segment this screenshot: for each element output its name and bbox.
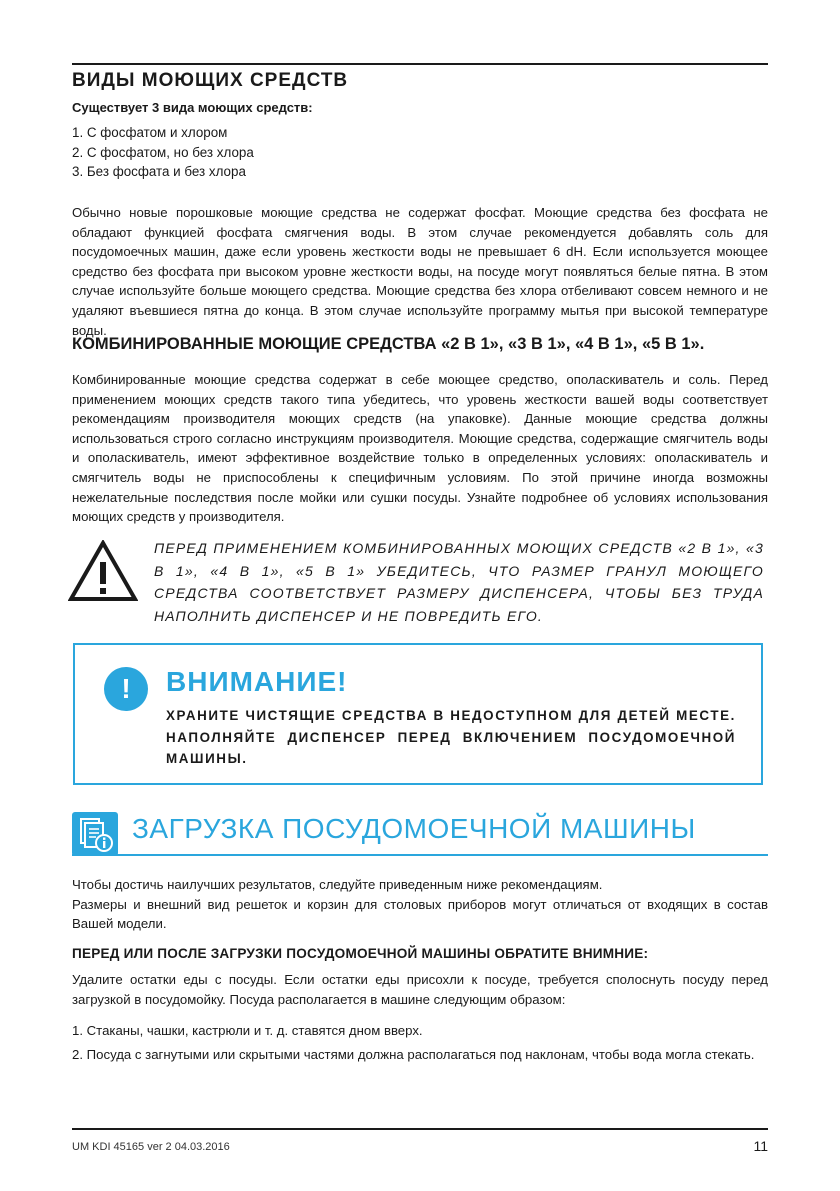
attention-title: ВНИМАНИЕ! <box>166 666 348 697</box>
warning-text: ПЕРЕД ПРИМЕНЕНИЕМ КОМБИНИРОВАННЫХ МОЮЩИХ СРЕДСТВ «2 В 1», «3 В 1», «4 В 1», «5 В 1» УБЕДИТЕСЬ, ЧТО РАЗМЕР ГРАНУЛ МОЮЩЕГО СРЕДСТВА СООТВЕТСТВУЕТ РАЗМЕРУ ДИСПЕНСЕРА, ЧТОБЫ БЕЗ ТРУДА НАПОЛНИТЬ ДИСПЕНСЕР И НЕ ПОВРЕДИТЬ ЕГО. <box>154 540 764 624</box>
warning-triangle-icon <box>68 540 138 602</box>
loading-intro-line2: Размеры и внешний вид решеток и корзин для столовых приборов могут отличаться от входящих в состав Вашей модели. <box>72 896 768 932</box>
detergent-types-list <box>72 123 254 182</box>
list-item: 1. С фосфатом и хлором <box>72 125 228 140</box>
top-rule <box>72 63 768 65</box>
list-item: 2. С фосфатом, но без хлора <box>72 144 254 160</box>
detergent-types-paragraph: Обычно новые порошковые моющие средства не содержат фосфат. Моющие средства без фосфата не обладают функцией фосфата смягчения воды. В этом случае рекомендуется добавлять соль для посудомоечных машин, даже если уровень жесткости воды не превышает 6 dH. Если используется моющее средство без фосфата при высоком уровне жесткости воды, на посуде могут появляться белые пятна. В этом случае используйте больше моющего средства. Моющие средства без хлора отбеливают совсем немного и не удаляют въевшиеся пятна до конца. В этом случае используйте программу мытья при высокой температуре воды. <box>72 205 768 338</box>
section-title-combined-detergents: КОМБИНИРОВАННЫЕ МОЮЩИЕ СРЕДСТВА «2 В 1», «3 В 1», «4 В 1», «5 В 1». <box>72 335 705 353</box>
list-item: 3. Без фосфата и без хлора <box>72 164 246 179</box>
attention-body: ХРАНИТЕ ЧИСТЯЩИЕ СРЕДСТВА В НЕДОСТУПНОМ ДЛЯ ДЕТЕЙ МЕСТЕ. НАПОЛНЯЙТЕ ДИСПЕНСЕР ПЕРЕД ВКЛЮЧЕНИЕМ ПОСУДОМОЕЧНОЙ МАШИНЫ. <box>166 708 736 767</box>
section-rule <box>72 854 768 856</box>
loading-item-1: 1. Стаканы, чашки, кастрюли и т. д. ставятся дном вверх. <box>72 1023 423 1038</box>
loading-paragraph: Удалите остатки еды с посуды. Если остатки еды присохли к посуде, требуется сполоснуть посуду перед загрузкой в посудомойку. Посуда располагается в машине следующим образом: <box>72 972 768 1007</box>
document-id: UM KDI 45165 ver 2 04.03.2016 <box>72 1141 230 1153</box>
loading-intro-line1: Чтобы достичь наилучших результатов, следуйте приведенным ниже рекомендациям. <box>72 877 603 892</box>
detergent-types-subtitle: Существует 3 вида моющих средств: <box>72 100 313 115</box>
section-title-detergent-types: ВИДЫ МОЮЩИХ СРЕДСТВ <box>72 70 349 91</box>
loading-subheading: ПЕРЕД ИЛИ ПОСЛЕ ЗАГРУЗКИ ПОСУДОМОЕЧНОЙ МАШИНЫ ОБРАТИТЕ ВНИМНИЕ: <box>72 946 649 961</box>
combined-detergents-paragraph: Комбинированные моющие средства содержат в себе моющее средство, ополаскиватель и соль. Перед применением моющих средств такого типа убедитесь, что уровень жесткости вашей воды соответствует рекомендациям производителя моющих средств (на упаковке). Данные моющие средства должны использоваться строго согласно инструкциям производителя. Моющие средства, содержащие смягчитель воды и ополаскиватель, имеют эффективное воздействие только в определенных условиях: ополаскиватель и смягчитель воды не приспособлены к специфичным условиям. По этой причине иногда возможны нежелательные последствия после мойки или сушки посуды. Узнайте подробнее об условиях использования моющих средств у производителя. <box>72 372 768 525</box>
loading-intro <box>72 875 768 934</box>
exclamation-icon: ! <box>104 667 148 711</box>
bottom-rule <box>72 1128 768 1130</box>
loading-item-2: 2. Посуда с загнутыми или скрытыми частями должна располагаться под наклонам, чтобы вода могла стекать. <box>72 1047 755 1062</box>
page-number: 11 <box>753 1138 768 1154</box>
document-info-icon <box>72 812 118 856</box>
section-title-loading: ЗАГРУЗКА ПОСУДОМОЕЧНОЙ МАШИНЫ <box>132 813 696 844</box>
